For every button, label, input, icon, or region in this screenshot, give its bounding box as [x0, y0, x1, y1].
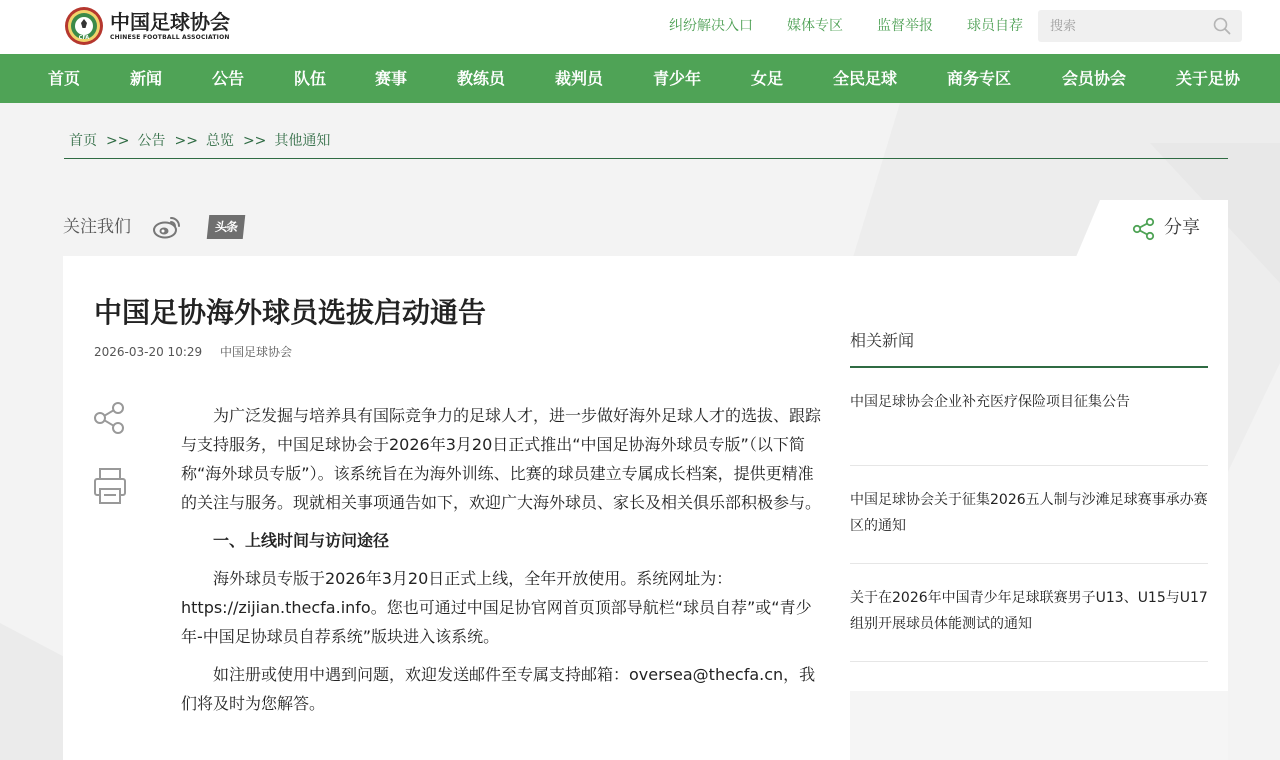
nav-referees[interactable]: 裁判员 [555, 69, 604, 88]
sidebar-lower-panel [850, 691, 1228, 760]
article-source: 中国足球协会 [219, 345, 292, 359]
cfa-badge-icon [64, 6, 104, 46]
top-link-player-recommend[interactable]: 球员自荐 [967, 18, 1023, 34]
nav-about[interactable]: 关于足协 [1176, 69, 1241, 88]
site-logo[interactable] [64, 6, 230, 46]
search-input[interactable] [1038, 10, 1188, 42]
logo-title: 中国足球协会 [110, 9, 230, 34]
article-paragraph-3: 如注册或使用中遇到问题，欢迎发送邮件至专属支持邮箱：oversea@thecfa.cn，我们将及时为您解答。 [181, 665, 816, 713]
nav-coaches[interactable]: 教练员 [457, 69, 506, 88]
breadcrumb-separator: >> [106, 133, 130, 149]
article-paragraph-2: 海外球员专版于2026年3月20日正式上线，全年开放使用。系统网址为：https://zijian.thecfa.info。您也可通过中国足协官网首页顶部导航栏“球员自荐”或“青少年-中国足协球员自荐系统”版块进入该系统。 [181, 569, 812, 646]
top-link-dispute[interactable]: 纠纷解决入口 [669, 18, 753, 34]
nav-business[interactable]: 商务专区 [947, 69, 1012, 88]
search-icon[interactable] [1213, 17, 1231, 35]
article-date: 2026-03-20 10:29 [94, 345, 203, 359]
article-paragraph-1: 为广泛发掘与培养具有国际竞争力的足球人才，进一步做好海外足球人才的选拔、跟踪与支持服务，中国足球协会于2026年3月20日正式推出“中国足协海外球员专版”（以下简称“海外球员专版”）。该系统旨在为海外训练、比赛的球员建立专属成长档案，提供更精准的关注与服务。现就相关事项通告如下，欢迎广大海外球员、家长及相关俱乐部积极参与。 [181, 406, 822, 512]
main-nav [0, 54, 1280, 103]
toutiao-icon[interactable]: 头条 [207, 215, 246, 239]
related-news-item[interactable]: 中国足球协会关于征集2026五人制与沙滩足球赛事承办赛区的通知 [850, 466, 1208, 564]
related-news-title: 相关新闻 [850, 326, 1208, 368]
breadcrumb-separator: >> [242, 133, 267, 149]
top-header [0, 0, 1280, 54]
breadcrumb-home[interactable]: 首页 [69, 133, 97, 149]
breadcrumb [64, 131, 1228, 159]
related-news-item[interactable]: 关于在2026年中国青少年足球联赛男子U13、U15与U17组别开展球员体能测试的通知 [850, 564, 1208, 662]
nav-news[interactable]: 新闻 [130, 69, 163, 88]
breadcrumb-other-notices[interactable]: 其他通知 [274, 133, 331, 149]
nav-announcements[interactable]: 公告 [212, 69, 245, 88]
share-tab[interactable] [1100, 200, 1228, 257]
article-title: 中国足协海外球员选拔启动通告 [94, 296, 487, 329]
article-meta [94, 344, 292, 360]
nav-grassroots[interactable]: 全民足球 [833, 69, 898, 88]
top-links [669, 17, 1057, 35]
badge-text: CFA [78, 35, 90, 41]
nav-competitions[interactable]: 赛事 [375, 69, 408, 88]
related-news-item[interactable]: 中国足球协会企业补充医疗保险项目征集公告 [850, 368, 1208, 466]
nav-home[interactable]: 首页 [48, 69, 81, 88]
follow-bar [63, 212, 244, 242]
nav-member-associations[interactable]: 会员协会 [1062, 69, 1127, 88]
nav-youth[interactable]: 青少年 [653, 69, 702, 88]
print-icon[interactable] [92, 466, 128, 506]
share-label: 分享 [1164, 217, 1200, 238]
related-news [850, 326, 1208, 662]
top-link-report[interactable]: 监督举报 [877, 18, 933, 34]
article-heading-1: 一、上线时间与访问途径 [213, 531, 390, 550]
weibo-icon[interactable] [153, 215, 181, 239]
top-link-media[interactable]: 媒体专区 [787, 18, 843, 34]
nav-teams[interactable]: 队伍 [294, 69, 327, 88]
share-icon [1132, 217, 1156, 241]
logo-subtitle: CHINESE FOOTBALL ASSOCIATION [110, 33, 230, 41]
search-box [1038, 10, 1242, 42]
article-body [181, 401, 821, 718]
breadcrumb-announcements[interactable]: 公告 [137, 133, 166, 149]
nav-womens[interactable]: 女足 [751, 69, 784, 88]
breadcrumb-separator: >> [174, 133, 198, 149]
article-share-icon[interactable] [92, 400, 128, 436]
breadcrumb-overview[interactable]: 总览 [205, 133, 234, 149]
follow-label: 关注我们 [63, 217, 131, 237]
